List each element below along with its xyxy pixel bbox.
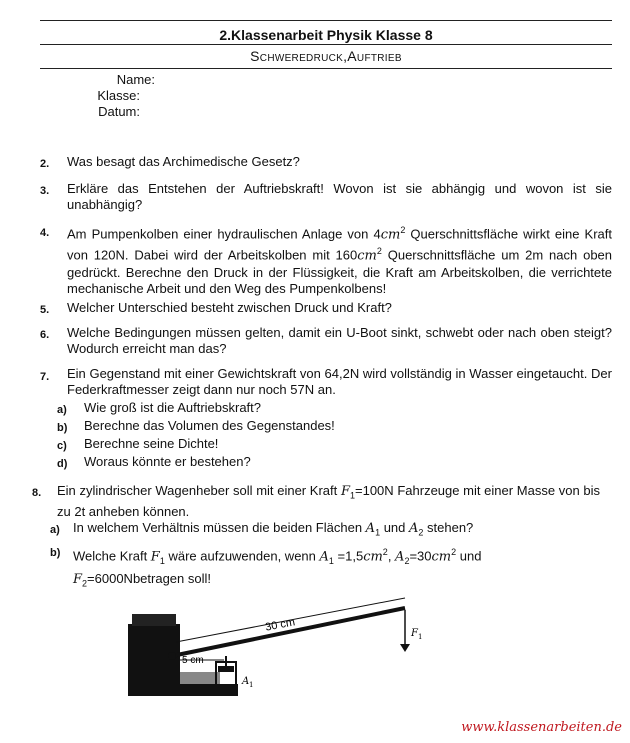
dimension-30cm: 30 cm — [264, 616, 297, 634]
large-piston — [132, 614, 176, 626]
question-text: Ein Gegenstand mit einer Gewichtskraft von 64,2N wird vollständig in Wasser eingetaucht. Der Federkraftmesser zeigt dann nur noch 57N an. — [67, 366, 612, 397]
question-number: 4. — [40, 227, 50, 239]
top-rule — [40, 20, 612, 21]
page-title: 2.Klassenarbeit Physik Klasse 8 — [219, 27, 433, 43]
subquestion-label: c) — [57, 440, 67, 452]
title-rule — [40, 44, 612, 45]
svg-text:1: 1 — [418, 633, 423, 641]
subquestion-label: b) — [57, 422, 68, 434]
subquestion-text: In welchem Verhältnis müssen die beiden Flächen $A_1$ und $A_2$ stehen? — [73, 520, 474, 538]
subquestion-label: b) — [50, 547, 61, 559]
question-number: 5. — [40, 304, 50, 316]
question-text: Welche Bedingungen müssen gelten, damit ein U-Boot sinkt, schwebt oder nach oben steigt? Wodurch erreicht man das? — [67, 325, 612, 356]
subquestion-label: a) — [50, 524, 60, 536]
watermark: www.klassenarbeiten.de — [461, 720, 622, 735]
class-label: Klasse: — [97, 88, 140, 103]
lever-arm — [172, 608, 405, 656]
question-text: Am Pumpenkolben einer hydraulischen Anlage von $4cm^2$ Querschnittsfläche wirkt eine Kraft von 120N. Dabei wird der Arbeitskolben mit $160cm^2$ Querschnittsfläche um 2m nach oben gedrückt. Berechne den Druck in der Flüssigkeit, die Kraft am Arbeitskolben, die verrichtete mechanische Arbeit und den Weg des Pumpenkolbens! — [67, 225, 613, 296]
question-number: 6. — [40, 329, 50, 341]
question-text: Erkläre das Entstehen der Auftriebskraft! Wovon ist sie abhängig und wovon ist sie unabhängig? — [67, 181, 612, 212]
question-text: Was besagt das Archimedische Gesetz? — [67, 154, 300, 169]
subquestion-text: Woraus könnte er bestehen? — [84, 454, 251, 469]
small-piston — [218, 666, 234, 672]
svg-text:1: 1 — [249, 681, 254, 689]
subquestion-label: a) — [57, 404, 67, 416]
page-subtitle: Schweredruck,Auftrieb — [250, 48, 402, 64]
subquestion-text: Wie groß ist die Auftriebskraft? — [84, 400, 262, 415]
force-label: F — [411, 628, 418, 639]
area-label: A — [242, 676, 250, 687]
pivot — [168, 652, 176, 660]
subquestion-label: d) — [57, 458, 68, 470]
date-label: Datum: — [98, 104, 140, 119]
subquestion-text: Welche Kraft $F_1$ wäre aufzuwenden, wenn $A_1 =1,5cm^2$, $A_2=30cm^2$ und $F_2=6000Nbetragen$ soll! — [73, 547, 482, 589]
question-text: Welcher Unterschied besteht zwischen Druck und Kraft? — [67, 300, 392, 315]
question-number: 8. — [32, 487, 42, 499]
hydraulic-jack-figure — [120, 596, 430, 706]
subtitle-rule — [40, 68, 612, 69]
question-number: 7. — [40, 371, 50, 383]
subquestion-text: Berechne das Volumen des Gegenstandes! — [84, 418, 335, 433]
subquestion-text: Berechne seine Dichte! — [84, 436, 219, 451]
dimension-5cm: 5 cm — [182, 655, 204, 666]
name-label: Name: — [116, 72, 155, 87]
question-text: Ein zylindrischer Wagenheber soll mit einer Kraft $F_1=100N$ Fahrzeuge mit einer Masse von bis zu 2t anheben können. — [57, 483, 600, 519]
question-number: 3. — [40, 185, 50, 197]
question-number: 2. — [40, 158, 50, 170]
